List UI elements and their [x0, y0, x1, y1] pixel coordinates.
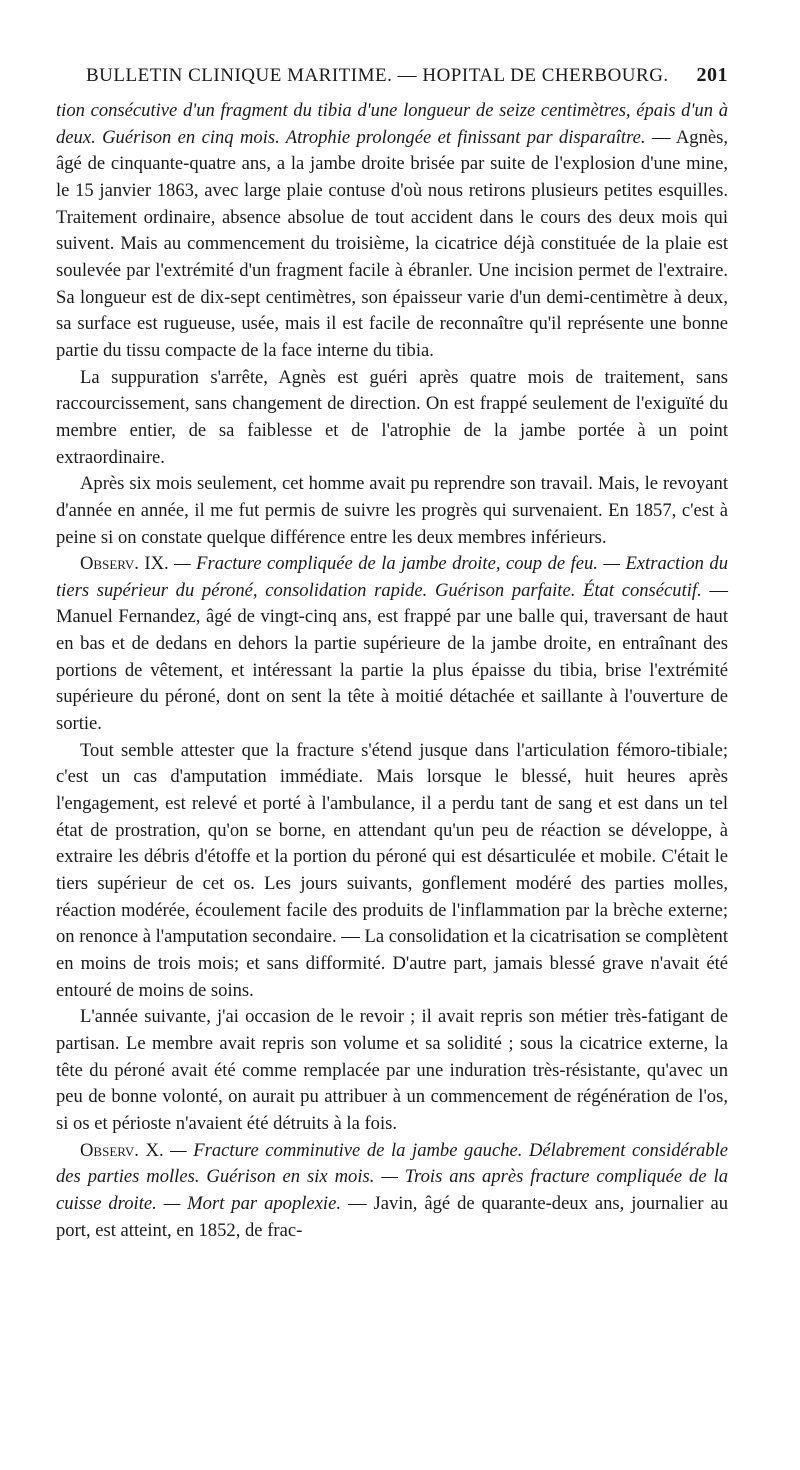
paragraph-text: Après six mois seulement, cet homme avait pu reprendre son travail. Mais, le revoyant d'année en année, il me fut permis de suivre les progrès qui survenaient. En 1857, c'est à peine si on constate quelque différence entre les deux membres inférieurs. — [56, 473, 728, 548]
paragraph-obs-ix — [56, 551, 728, 738]
running-title: BULLETIN CLINIQUE MARITIME. — HOPITAL DE CHERBOURG. — [86, 65, 669, 86]
paragraph-text: La suppuration s'arrête, Agnès est guéri après quatre mois de traitement, sans raccourcissement, sans changement de direction. On est frappé seulement de l'exiguïté du membre entier, de sa faiblesse et de l'atrophie de la jambe portée à un point extraordinaire. — [56, 366, 728, 468]
case-heading-italic: tion consécutive d'un fragment du tibia d'une longueur de seize centimètres, épais d'un à deux. Guérison en cinq mois. Atrophie prolongée et finissant par disparaître. — [56, 100, 728, 148]
case-heading-italic: — Fracture comminutive de la jambe gauche. Délabrement considérable des parties molles. Guérison en six mois. — Trois ans après fracture compliquée de la cuisse droite. — Mort par apoplexie. — [56, 1139, 728, 1214]
paragraph-text: Tout semble attester que la fracture s'étend jusque dans l'articulation fémoro-tibiale; c'est un cas d'amputation immédiate. Mais lorsque le blessé, huit heures après l'engagement, est relevé et porté à l'ambulance, il a perdu tant de sang et est dans un tel état de prostration, qu'on se borne, en attendant qu'un peu de réaction se développe, à extraire les débris d'étoffe et la portion du péroné qui est désarticulée et mobile. C'était le tiers supérieur de cet os. Les jours suivants, gonflement modéré des parties molles, réaction modérée, écoulement facile des produits de l'inflammation par la brèche externe; on renonce à l'amputation secondaire. — La consolidation et la cicatrisation se complètent en moins de trois mois; et sans difformité. D'autre part, jamais blessé grave n'avait été entouré de moins de soins. — [56, 739, 728, 1001]
paragraph-text: — Javin, âgé de quarante-deux ans, journalier au port, est atteint, en 1852, de frac- — [56, 1192, 729, 1241]
page-number: 201 — [696, 64, 728, 86]
paragraph-following-year — [56, 1004, 728, 1137]
paragraph-recovery — [56, 365, 728, 472]
paragraph-text: — Agnès, âgé de cinquante-quatre ans, a la jambe droite brisée par suite de l'explosion d'une mine, le 15 janvier 1863, avec large plaie contuse d'où nous retirons plusieurs petites esquilles. Traitement ordinaire, absence absolue de tout accident dans le cours des deux mois qui suivent. Mais au commencement du troisième, la cicatrice déjà constituée de la plaie est soulevée par l'extrémité d'un fragment facile à ébranler. Une incision permet de l'extraire. Sa longueur est de dix-sept centimètres, son épaisseur varie d'un demi-centimètre à deux, sa surface est rugueuse, usée, mais il est facile de reconnaître qu'il représente une bonne partie du tissu compacte de la face interne du tibia. — [56, 126, 728, 361]
paragraph-follow-up — [56, 471, 728, 551]
observation-label: Observ. X. — [80, 1139, 164, 1161]
paragraph-obs-viii-end — [56, 98, 728, 365]
paragraph-text: — Manuel Fernandez, âgé de vingt-cinq ans, est frappé par une balle qui, traversant de haut en bas et de dedans en dehors la partie supérieure de la jambe droite, en entraînant des portions de vêtement, et intéressant la partie la plus épaisse du tibia, brise l'extrémité supérieure du péroné, dont on sent la tête à moitié détachée et saillante à l'ouverture de sortie. — [56, 579, 728, 735]
paragraph-text: L'année suivante, j'ai occasion de le revoir ; il avait repris son métier très-fatigant de partisan. Le membre avait repris son volume et sa solidité ; sous la cicatrice externe, la tête du péroné avait été comme remplacée par une induration très-résistante, qu'avec un peu de bonne volonté, on aurait pu attribuer à un commencement de régénération de l'os, si os et périoste n'avaient été détruits à la fois. — [56, 1006, 728, 1134]
running-header — [56, 64, 728, 94]
observation-label: Observ. IX. — [80, 553, 169, 575]
case-heading-italic: — Fracture compliquée de la jambe droite, coup de feu. — Extraction du tiers supérieur du péroné, consolidation rapide. Guérison parfaite. État consécutif. — [56, 553, 728, 601]
paragraph-fracture-extent — [56, 738, 728, 1005]
paragraph-obs-x — [56, 1138, 728, 1245]
book-page — [56, 64, 728, 1244]
